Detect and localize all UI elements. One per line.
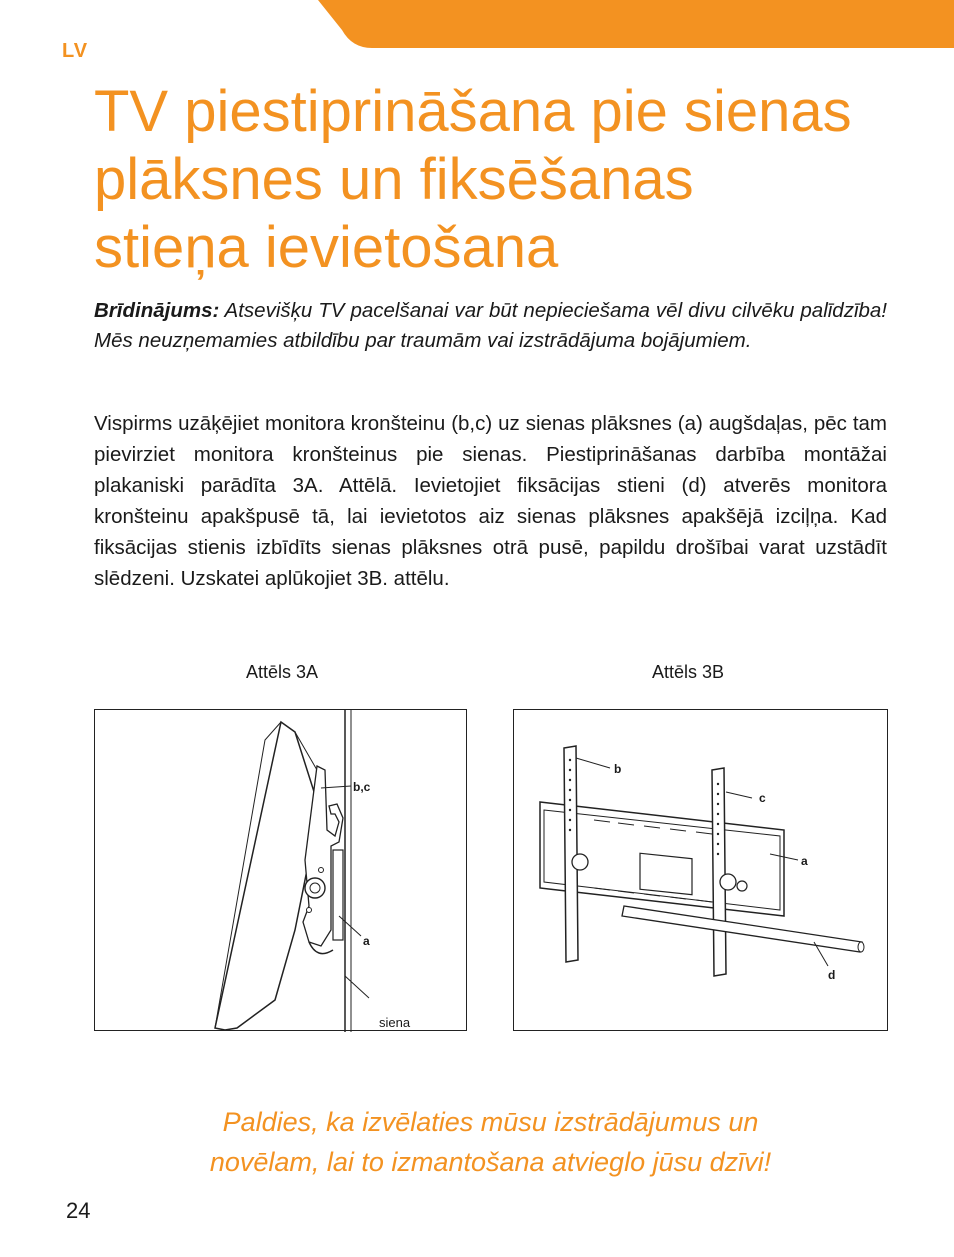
warning-text: Atsevišķu TV pacelšanai var būt nepieciešama vēl divu cilvēku palīdzība! Mēs neuzņemamies atbildību par traumām vai izstrādājuma bojājumiem.	[94, 299, 888, 352]
page-title	[94, 78, 914, 282]
figure-3b-caption: Attēls 3B	[652, 662, 725, 682]
thank-you-message	[94, 1102, 887, 1182]
warning-label: Brīdinājums:	[94, 299, 220, 322]
figure-3a-label-wall: siena	[379, 1015, 411, 1030]
figure-3b-label-a: a	[801, 854, 808, 868]
page-number: 24	[66, 1198, 91, 1223]
figure-3a-caption: Attēls 3A	[246, 662, 319, 682]
title-line-1: TV piestiprināšana pie sienas	[94, 79, 852, 144]
figure-3a-label-a: a	[363, 934, 370, 948]
language-code: LV	[62, 40, 89, 62]
figure-3a-label-bc: b,c	[353, 780, 371, 794]
figure-3b-drawing	[514, 710, 889, 1032]
figure-3b-label-c: c	[759, 791, 766, 805]
header-tab-decoration	[0, 0, 954, 48]
thanks-line-1: Paldies, ka izvēlaties mūsu izstrādājumus un	[222, 1107, 759, 1137]
title-line-3: stieņa ievietošana	[94, 215, 559, 280]
title-line-2: plāksnes un fiksēšanas	[94, 147, 694, 212]
figure-3b-label-b: b	[614, 762, 622, 776]
warning-paragraph	[94, 296, 887, 356]
figure-3a-drawing	[95, 710, 468, 1032]
figure-3b	[513, 709, 888, 1031]
instructions-paragraph: Vispirms uzāķējiet monitora kronšteinu (b,c) uz sienas plāksnes (a) augšdaļas, pēc tam pievirziet monitora kronšteinus pie sienas. Piestiprināšanas darbība montāžai plakaniski parādīta 3A. Attēlā. Ievietojiet fiksācijas stieni (d) atverēs monitora kronšteinu apakšpusē tā, lai ievietotos aiz sienas plāksnes apakšējā izciļņa. Kad fiksācijas stienis izbīdīts sienas plāksnes otrā pusē, papildu drošībai varat uzstādīt slēdzeni. Uzskatei aplūkojiet 3B. attēlu.	[94, 412, 887, 590]
figure-3a	[94, 709, 467, 1031]
thanks-line-2: novēlam, lai to izmantošana atvieglo jūsu dzīvi!	[209, 1147, 772, 1177]
figure-3b-label-d: d	[828, 968, 836, 982]
